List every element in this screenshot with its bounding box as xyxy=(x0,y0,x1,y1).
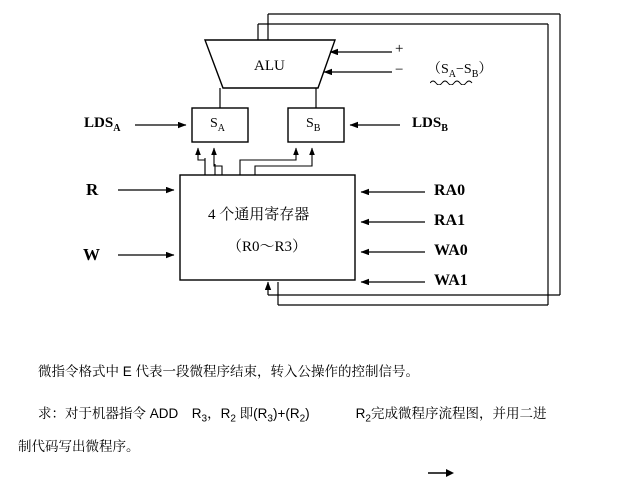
right-arrow-icon xyxy=(428,467,454,479)
p2-sub5: 2 xyxy=(365,413,371,425)
ldsa-text: LDS xyxy=(84,115,114,131)
p2-seg1: 求：对于机器指令 ADD R xyxy=(38,406,202,421)
expr-close: ） xyxy=(478,62,493,77)
ldsa-label xyxy=(84,116,120,134)
ldsb-text: LDS xyxy=(412,115,442,131)
wa0-label: WA0 xyxy=(434,242,468,259)
wavy-underline-icon xyxy=(430,79,474,85)
ra1-label: RA1 xyxy=(434,212,466,229)
selector-a-label xyxy=(210,117,225,134)
ldsb-subscript: B xyxy=(441,123,448,134)
p2-seg3: 即(R xyxy=(235,406,268,421)
p2-sub1: 3 xyxy=(201,413,208,425)
alu-expression-label xyxy=(427,63,492,80)
p2-sub4: 2 xyxy=(299,413,306,425)
minus-operator-label: − xyxy=(395,62,404,78)
read-label: R xyxy=(86,180,99,199)
p2-seg7: 完成微程序流程图，并用二进 xyxy=(370,406,547,421)
selector-b-subscript: B xyxy=(313,122,321,134)
p2-seg2: ，R xyxy=(207,406,231,421)
wire-rf-to-sa-1 xyxy=(198,148,205,175)
selector-a-subscript: A xyxy=(217,122,226,134)
write-label: W xyxy=(83,245,100,264)
plus-operator-label: + xyxy=(395,41,404,57)
selector-b-letter: S xyxy=(306,116,314,131)
register-file-box xyxy=(180,175,355,280)
p2-sub3: 3 xyxy=(267,413,273,425)
selector-a-letter: S xyxy=(210,116,218,131)
p2-sub2: 2 xyxy=(230,413,236,425)
selector-b-label xyxy=(306,117,320,134)
expr-open: （S xyxy=(427,62,449,77)
paragraph-1: 微指令格式中 E 代表一段微程序结束，转入公操作的控制信号。 xyxy=(38,364,420,379)
wa1-label: WA1 xyxy=(434,272,468,289)
ra0-label: RA0 xyxy=(434,182,466,199)
expr-sub-b: B xyxy=(471,68,479,80)
wire-rf-to-sb-2 xyxy=(255,148,312,175)
paragraph-2 xyxy=(38,407,546,425)
ldsa-subscript: A xyxy=(113,123,121,134)
p2-seg4: )+(R xyxy=(272,406,300,421)
expr-mid: −S xyxy=(456,62,472,77)
expr-sub-a: A xyxy=(448,68,457,80)
paragraph-3: 制代码写出微程序。 xyxy=(18,439,140,454)
ldsb-label xyxy=(412,116,448,134)
register-file-label-line2: （R0～R3） xyxy=(227,239,308,255)
p2-seg6: R xyxy=(355,406,366,421)
p2-seg5: ) xyxy=(305,406,310,421)
wire-rf-to-sb-1 xyxy=(240,148,296,175)
register-file-label-line1: 4 个通用寄存器 xyxy=(208,207,310,223)
alu-label: ALU xyxy=(254,58,285,74)
